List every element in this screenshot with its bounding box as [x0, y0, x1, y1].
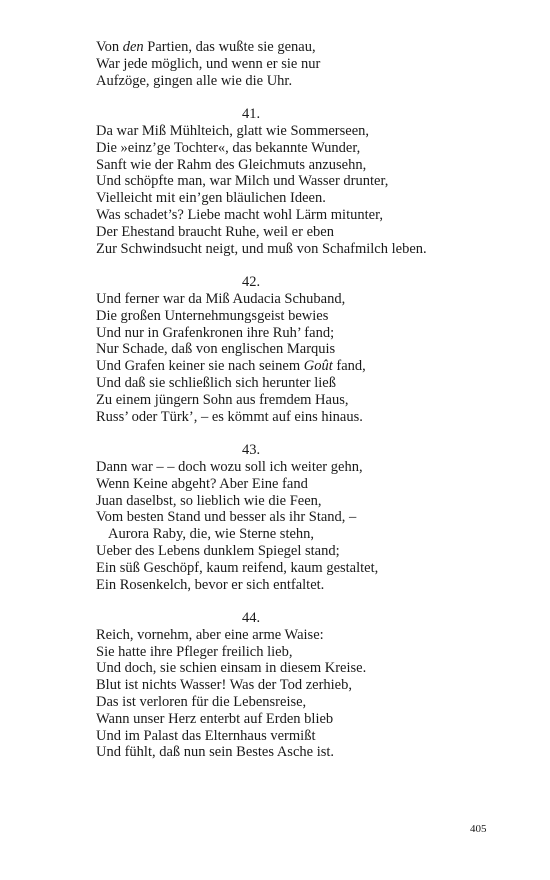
stanza-number: 44. — [241, 610, 261, 627]
stanza-number: 43. — [241, 442, 261, 459]
opening-stanza — [96, 39, 496, 89]
verse-line: Die großen Unternehmungsgeist bewies — [96, 307, 329, 324]
verse-line: Der Ehestand braucht Ruhe, weil er eben — [96, 223, 334, 240]
verse-line: Vom besten Stand und besser als ihr Stand, – — [96, 509, 357, 526]
verse-line: Und daß sie schließlich sich herunter ließ — [96, 374, 336, 391]
verse-line: Sie hatte ihre Pfleger freilich lieb, — [96, 643, 293, 660]
verse-line: Vielleicht mit ein’gen bläulichen Ideen. — [96, 190, 326, 207]
verse-line: Die »einz’ge Tochter«, das bekannte Wunder, — [96, 139, 361, 156]
poem-page — [96, 39, 496, 761]
verse-line: Juan daselbst, so lieblich wie die Feen, — [96, 492, 322, 509]
verse-line: Da war Miß Mühlteich, glatt wie Sommerseen, — [96, 122, 370, 139]
verse-line: Und fühlt, daß nun sein Bestes Asche ist. — [96, 744, 335, 761]
verse-line: Wann unser Herz enterbt auf Erden blieb — [96, 710, 334, 727]
stanza-number: 41. — [241, 106, 261, 123]
verse-line: Sanft wie der Rahm des Gleichmuts anzusehn, — [96, 156, 367, 173]
verse-line: Zur Schwindsucht neigt, und muß von Schafmilch leben. — [96, 240, 427, 257]
verse-line: Aurora Raby, die, wie Sterne stehn, — [108, 526, 315, 543]
verse-line: Russ’ oder Türk’, – es kömmt auf eins hinaus. — [96, 408, 363, 425]
verse-line: Reich, vornehm, aber eine arme Waise: — [96, 626, 324, 643]
verse-line: Nur Schade, daß von englischen Marquis — [96, 341, 336, 358]
verse-line: Und ferner war da Miß Audacia Schuband, — [96, 290, 346, 307]
verse-line: Und doch, sie schien einsam in diesem Kreise. — [96, 660, 367, 677]
verse-line: Was schadet’s? Liebe macht wohl Lärm mitunter, — [96, 206, 383, 223]
verse-line: Zu einem jüngern Sohn aus fremdem Haus, — [96, 391, 349, 408]
stanza-41 — [96, 106, 496, 257]
verse-line: War jede möglich, und wenn er sie nur — [96, 55, 321, 72]
stanza-42 — [96, 274, 496, 425]
verse-line: Ueber des Lebens dunklem Spiegel stand; — [96, 542, 340, 559]
verse-line: Aufzöge, gingen alle wie die Uhr. — [96, 72, 293, 89]
verse-line: Und im Palast das Elternhaus vermißt — [96, 727, 316, 744]
stanza-44 — [96, 610, 496, 761]
verse-line: Wenn Keine abgeht? Aber Eine fand — [96, 475, 308, 492]
verse-line: Das ist verloren für die Lebensreise, — [96, 694, 307, 711]
verse-line: Ein süß Geschöpf, kaum reifend, kaum gestaltet, — [96, 559, 379, 576]
verse-line: Und schöpfte man, war Milch und Wasser drunter, — [96, 173, 389, 190]
page-number: 405 — [470, 823, 487, 835]
verse-line: Blut ist nichts Wasser! Was der Tod zerhieb, — [96, 677, 352, 694]
verse-line: Ein Rosenkelch, bevor er sich entfaltet. — [96, 576, 325, 593]
stanza-43 — [96, 442, 496, 593]
verse-line: Von den Partien, das wußte sie genau, — [96, 39, 316, 55]
verse-line: Und Grafen keiner sie nach seinem Goût fand, — [96, 358, 366, 375]
verse-line: Und nur in Grafenkronen ihre Ruh’ fand; — [96, 324, 335, 341]
stanza-number: 42. — [241, 274, 261, 291]
verse-line: Dann war – – doch wozu soll ich weiter gehn, — [96, 458, 363, 475]
